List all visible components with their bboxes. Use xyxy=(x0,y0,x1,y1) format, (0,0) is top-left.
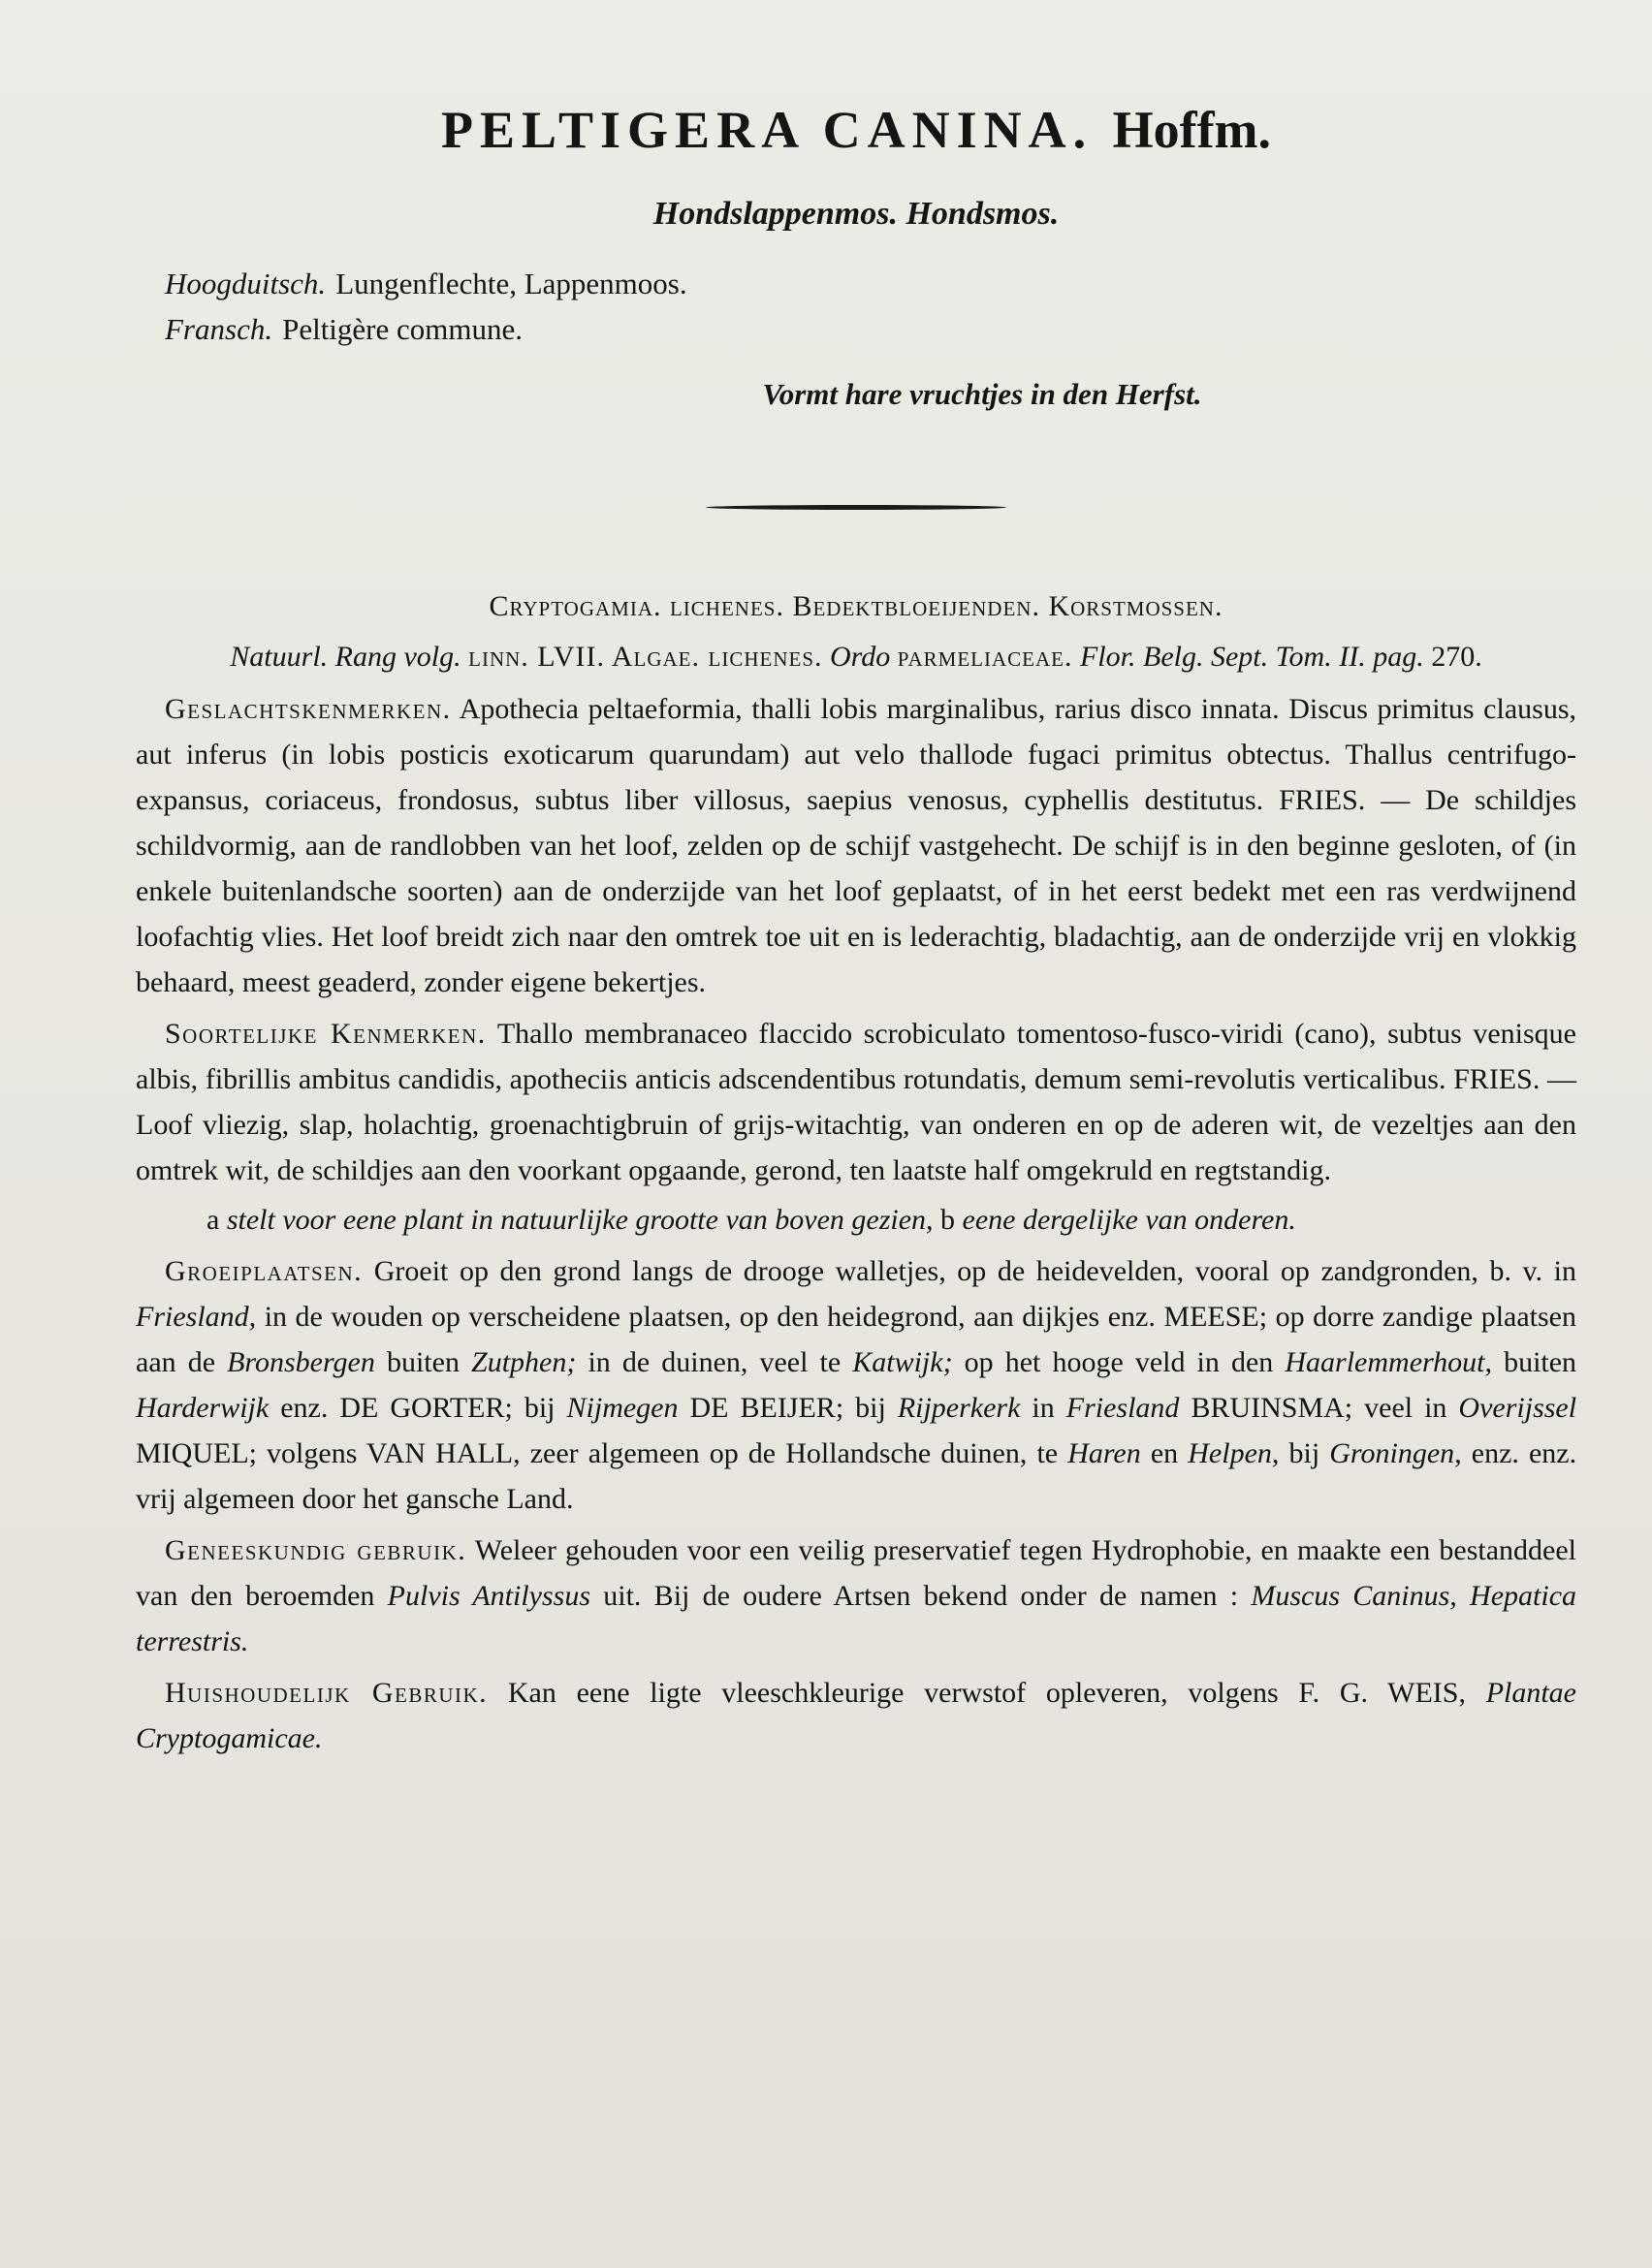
medical-text: uit. Bij de oudere Artsen bekend onder de namen : xyxy=(603,1580,1239,1613)
medical-term: Pulvis Antilyssus xyxy=(387,1580,591,1613)
habitat-text: op het hooge veld in den xyxy=(964,1346,1274,1379)
habitat-place: Overijssel xyxy=(1458,1392,1577,1425)
habitat-place: Friesland xyxy=(1065,1392,1180,1425)
language-label: Fransch. xyxy=(165,311,273,346)
habitat-place: Haarlemmerhout, xyxy=(1285,1346,1492,1379)
habitat-place: Harderwijk xyxy=(136,1392,270,1425)
section-text: Apothecia peltaeformia, thalli lobis marginalibus, rarius disco innata. Discus primitus clausus, aut inferus (in lobis posticis exoticarum quarundam) aut velo thallode fugaci primitus obtectus. Thallus centrifugo-expansus, coriaceus, frondosus, subtus liber villosus, saepius venosus, cyphellis destitutus. FRIES. — De schildjes schildvormig, aan de randlobben van het loof, zelden op de schijf vastgehecht. De schijf is in den beginne gesloten, of (in enkele buitenlandsche soorten) aan de onderzijde van het loof geplaatst, of in het eerst bedekt met een ras verdwijnend loofachtig vlies. Het loof breidt zich naar den omtrek toe uit en is lederachtig, bladachtig, aan de onderzijde vrij en vlokkig behaard, meest geaderd, zonder eigene bekertjes. xyxy=(136,693,1576,999)
medical-term: Muscus Caninus, Hepatica terrestris. xyxy=(136,1580,1577,1658)
habitat-text: DE BEIJER; bij xyxy=(689,1392,886,1425)
habitat-text: buiten xyxy=(1504,1346,1577,1379)
language-row-german xyxy=(165,262,1576,307)
section-heading: Geneeskundig gebruik. xyxy=(165,1534,467,1567)
habitat-section xyxy=(136,1248,1576,1522)
common-names: Hondslappenmos. Hondsmos. xyxy=(652,196,1060,233)
habitat-place: Bronsbergen xyxy=(227,1346,375,1379)
habitat-text: en xyxy=(1150,1437,1179,1470)
habitat-place: Haren xyxy=(1067,1437,1141,1470)
classification-line: Cryptogamia. lichenes. Bedektbloeijenden. Korstmossen. xyxy=(489,590,1223,623)
household-text: Kan eene ligte vleeschkleurige verwstof opleveren, volgens F. G. WEIS, xyxy=(507,1677,1466,1710)
language-value: Lungenflechte, Lappenmoos. xyxy=(335,267,687,301)
habitat-text: buiten xyxy=(386,1346,460,1379)
habitat-text: BRUINSMA; veel in xyxy=(1191,1392,1447,1425)
title-author: Hoffm. xyxy=(1112,101,1272,159)
habitat-place: Zutphen; xyxy=(471,1346,577,1379)
medical-text: Weleer gehouden voor een veilig preservatief tegen Hydrophobie, en maakte een bestanddeel van den beroemden xyxy=(136,1534,1576,1613)
caption-label-a: a xyxy=(206,1204,220,1237)
section-heading: Geslachtskenmerken. xyxy=(165,693,452,726)
section-text: Thallo membranaceo flaccido scrobiculato tomentoso-fusco-viridi (cano), subtus venisque albis, fibrillis ambitus candidis, apotheciis anticis adscendentibus rotundatis, demum semi-revolutis verticalibus. FRIES. — Loof vliezig, slap, holachtig, groenachtigbruin of grijs-witachtig, van onderen en op de aderen wit, de vezeltjes aan den omtrek wit, de schildjes aan den voorkant opgaande, gerond, ten laatste half omgekruld en regtstandig. xyxy=(136,1018,1576,1187)
section-heading: Huishoudelijk Gebruik. xyxy=(165,1677,489,1710)
section-heading: Soortelijke Kenmerken. xyxy=(165,1018,487,1051)
fruiting-note: Vormt hare vruchtjes in den Herfst. xyxy=(762,377,1202,412)
species-title xyxy=(136,102,1576,159)
genus-characters xyxy=(136,686,1576,1005)
rank-order: parmeliaceae. xyxy=(897,641,1073,674)
habitat-text: in xyxy=(1032,1392,1055,1425)
title-name: PELTIGERA CANINA. xyxy=(440,101,1094,159)
rank-flora: Flor. Belg. Sept. Tom. II. pag. xyxy=(1079,641,1424,674)
household-use-section xyxy=(136,1670,1576,1761)
habitat-text: MIQUEL; volgens VAN HALL, zeer algemeen op de Hollandsche duinen, te xyxy=(136,1437,1059,1470)
rank-ordo: Ordo xyxy=(830,641,891,674)
medical-use-section xyxy=(136,1528,1576,1664)
caption-text-a: stelt voor eene plant in natuurlijke grootte van boven gezien, xyxy=(226,1204,934,1237)
habitat-text: in de wouden op verscheidene plaatsen, op den heidegrond, aan dijkjes enz. MEESE; op dorre zandige plaatsen aan de xyxy=(136,1301,1576,1379)
language-names xyxy=(136,262,1576,352)
habitat-place: Groningen, xyxy=(1329,1437,1462,1470)
habitat-place: Helpen, xyxy=(1188,1437,1280,1470)
rank-linn: linn. LVII. Algae. lichenes. xyxy=(468,641,823,674)
natural-rank xyxy=(136,634,1576,680)
habitat-text: enz. enz. vrij algemeen door het gansche Land. xyxy=(136,1437,1577,1516)
language-label: Hoogduitsch. xyxy=(165,267,327,301)
figure-caption xyxy=(136,1197,1576,1243)
habitat-place: Friesland, xyxy=(136,1301,257,1334)
habitat-place: Nijmegen xyxy=(566,1392,679,1425)
caption-text-b: eene dergelijke van onderen. xyxy=(962,1204,1296,1237)
habitat-text: bij xyxy=(1288,1437,1320,1470)
section-heading: Groeiplaatsen. xyxy=(165,1255,364,1288)
species-characters xyxy=(136,1011,1576,1193)
habitat-text: in de duinen, veel te xyxy=(588,1346,842,1379)
caption-label-b: b xyxy=(940,1204,956,1237)
household-term: Plantae Cryptogamicae. xyxy=(136,1677,1576,1755)
habitat-place: Katwijk; xyxy=(852,1346,953,1379)
language-row-french xyxy=(165,307,1576,353)
habitat-text: enz. DE GORTER; bij xyxy=(280,1392,556,1425)
language-value: Peltigère commune. xyxy=(282,311,524,346)
rank-page: 270. xyxy=(1431,641,1482,674)
divider-rule xyxy=(706,505,1006,510)
rank-label: Natuurl. Rang volg. xyxy=(230,641,461,674)
habitat-place: Rijperkerk xyxy=(897,1392,1021,1425)
habitat-text: Groeit op den grond langs de drooge walletjes, op de heidevelden, vooral op zandgronden, b. v. in xyxy=(373,1255,1577,1288)
